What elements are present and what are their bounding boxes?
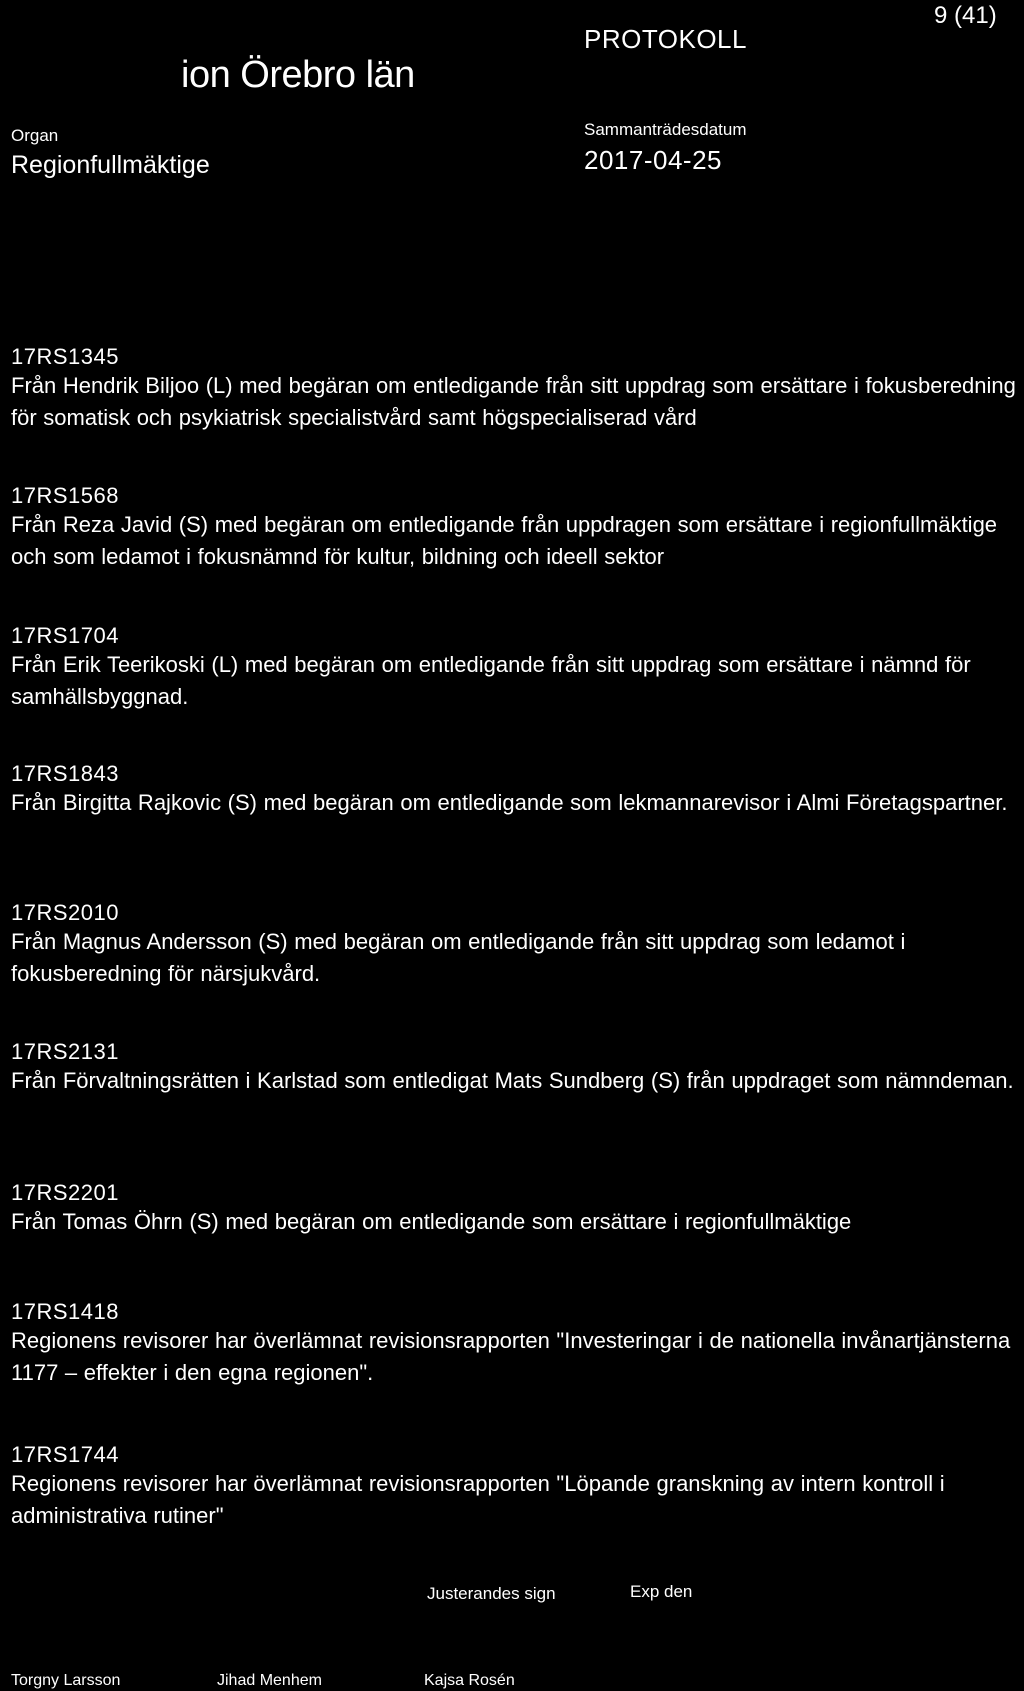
list-item xyxy=(11,344,1021,434)
case-description: Från Hendrik Biljoo (L) med begäran om entledigande från sitt uppdrag som ersättare i fokusberedning för somatisk och psykiatrisk specialistvård samt högspecialiserad vård xyxy=(11,373,1016,430)
case-description: Från Tomas Öhrn (S) med begäran om entledigande som ersättare i regionfullmäktige xyxy=(11,1209,852,1234)
list-item xyxy=(11,1442,1021,1532)
case-number: 17RS1704 xyxy=(11,623,119,648)
case-description: Från Erik Teerikoski (L) med begäran om entledigande från sitt uppdrag som ersättare i nämnd för samhällsbyggnad. xyxy=(11,652,971,709)
organ-value: Regionfullmäktige xyxy=(11,151,210,179)
organ-label: Organ xyxy=(11,126,59,145)
case-description: Från Reza Javid (S) med begäran om entledigande från uppdragen som ersättare i regionfullmäktige och som ledamot i fokusnämnd för kultur, bildning och ideell sektor xyxy=(11,512,998,569)
case-description: Från Birgitta Rajkovic (S) med begäran om entledigande som lekmannarevisor i Almi Företagspartner. xyxy=(11,790,1008,815)
case-number: 17RS1744 xyxy=(11,1442,119,1467)
case-number: 17RS1345 xyxy=(11,344,119,369)
list-item xyxy=(11,1299,1021,1389)
case-description: Från Magnus Andersson (S) med begäran om entledigande från sitt uppdrag som ledamot i fokusberedning för närsjukvård. xyxy=(11,929,906,986)
case-number: 17RS1568 xyxy=(11,483,119,508)
case-number: 17RS1418 xyxy=(11,1299,119,1324)
meeting-date-label: Sammanträdesdatum xyxy=(584,120,747,139)
case-description: Från Förvaltningsrätten i Karlstad som entledigat Mats Sundberg (S) från uppdraget som nämndeman. xyxy=(11,1068,1014,1093)
document-type: PROTOKOLL xyxy=(584,24,747,54)
case-description: Regionens revisorer har överlämnat revisionsrapporten "Investeringar i de nationella invånartjänsterna 1177 – effekter i den egna regionen". xyxy=(11,1328,1011,1385)
list-item xyxy=(11,1180,1021,1238)
organization-title: ion Örebro län xyxy=(181,54,415,96)
signer-name: Torgny Larsson xyxy=(11,1672,121,1689)
page-number: 9 (41) xyxy=(934,2,997,29)
list-item xyxy=(11,623,1021,713)
case-number: 17RS2010 xyxy=(11,900,119,925)
signer-name: Jihad Menhem xyxy=(217,1672,322,1689)
list-item xyxy=(11,900,1021,990)
case-number: 17RS1843 xyxy=(11,761,119,786)
meeting-date-value: 2017-04-25 xyxy=(584,145,722,175)
signer-name: Kajsa Rosén xyxy=(424,1672,515,1689)
list-item xyxy=(11,483,1021,573)
case-number: 17RS2131 xyxy=(11,1039,119,1064)
case-description: Regionens revisorer har överlämnat revisionsrapporten "Löpande granskning av intern kontroll i administrativa rutiner" xyxy=(11,1471,945,1528)
signature-label: Justerandes sign xyxy=(427,1584,556,1603)
dispatch-label: Exp den xyxy=(630,1582,693,1601)
list-item xyxy=(11,1039,1021,1097)
list-item xyxy=(11,761,1021,819)
case-number: 17RS2201 xyxy=(11,1180,119,1205)
